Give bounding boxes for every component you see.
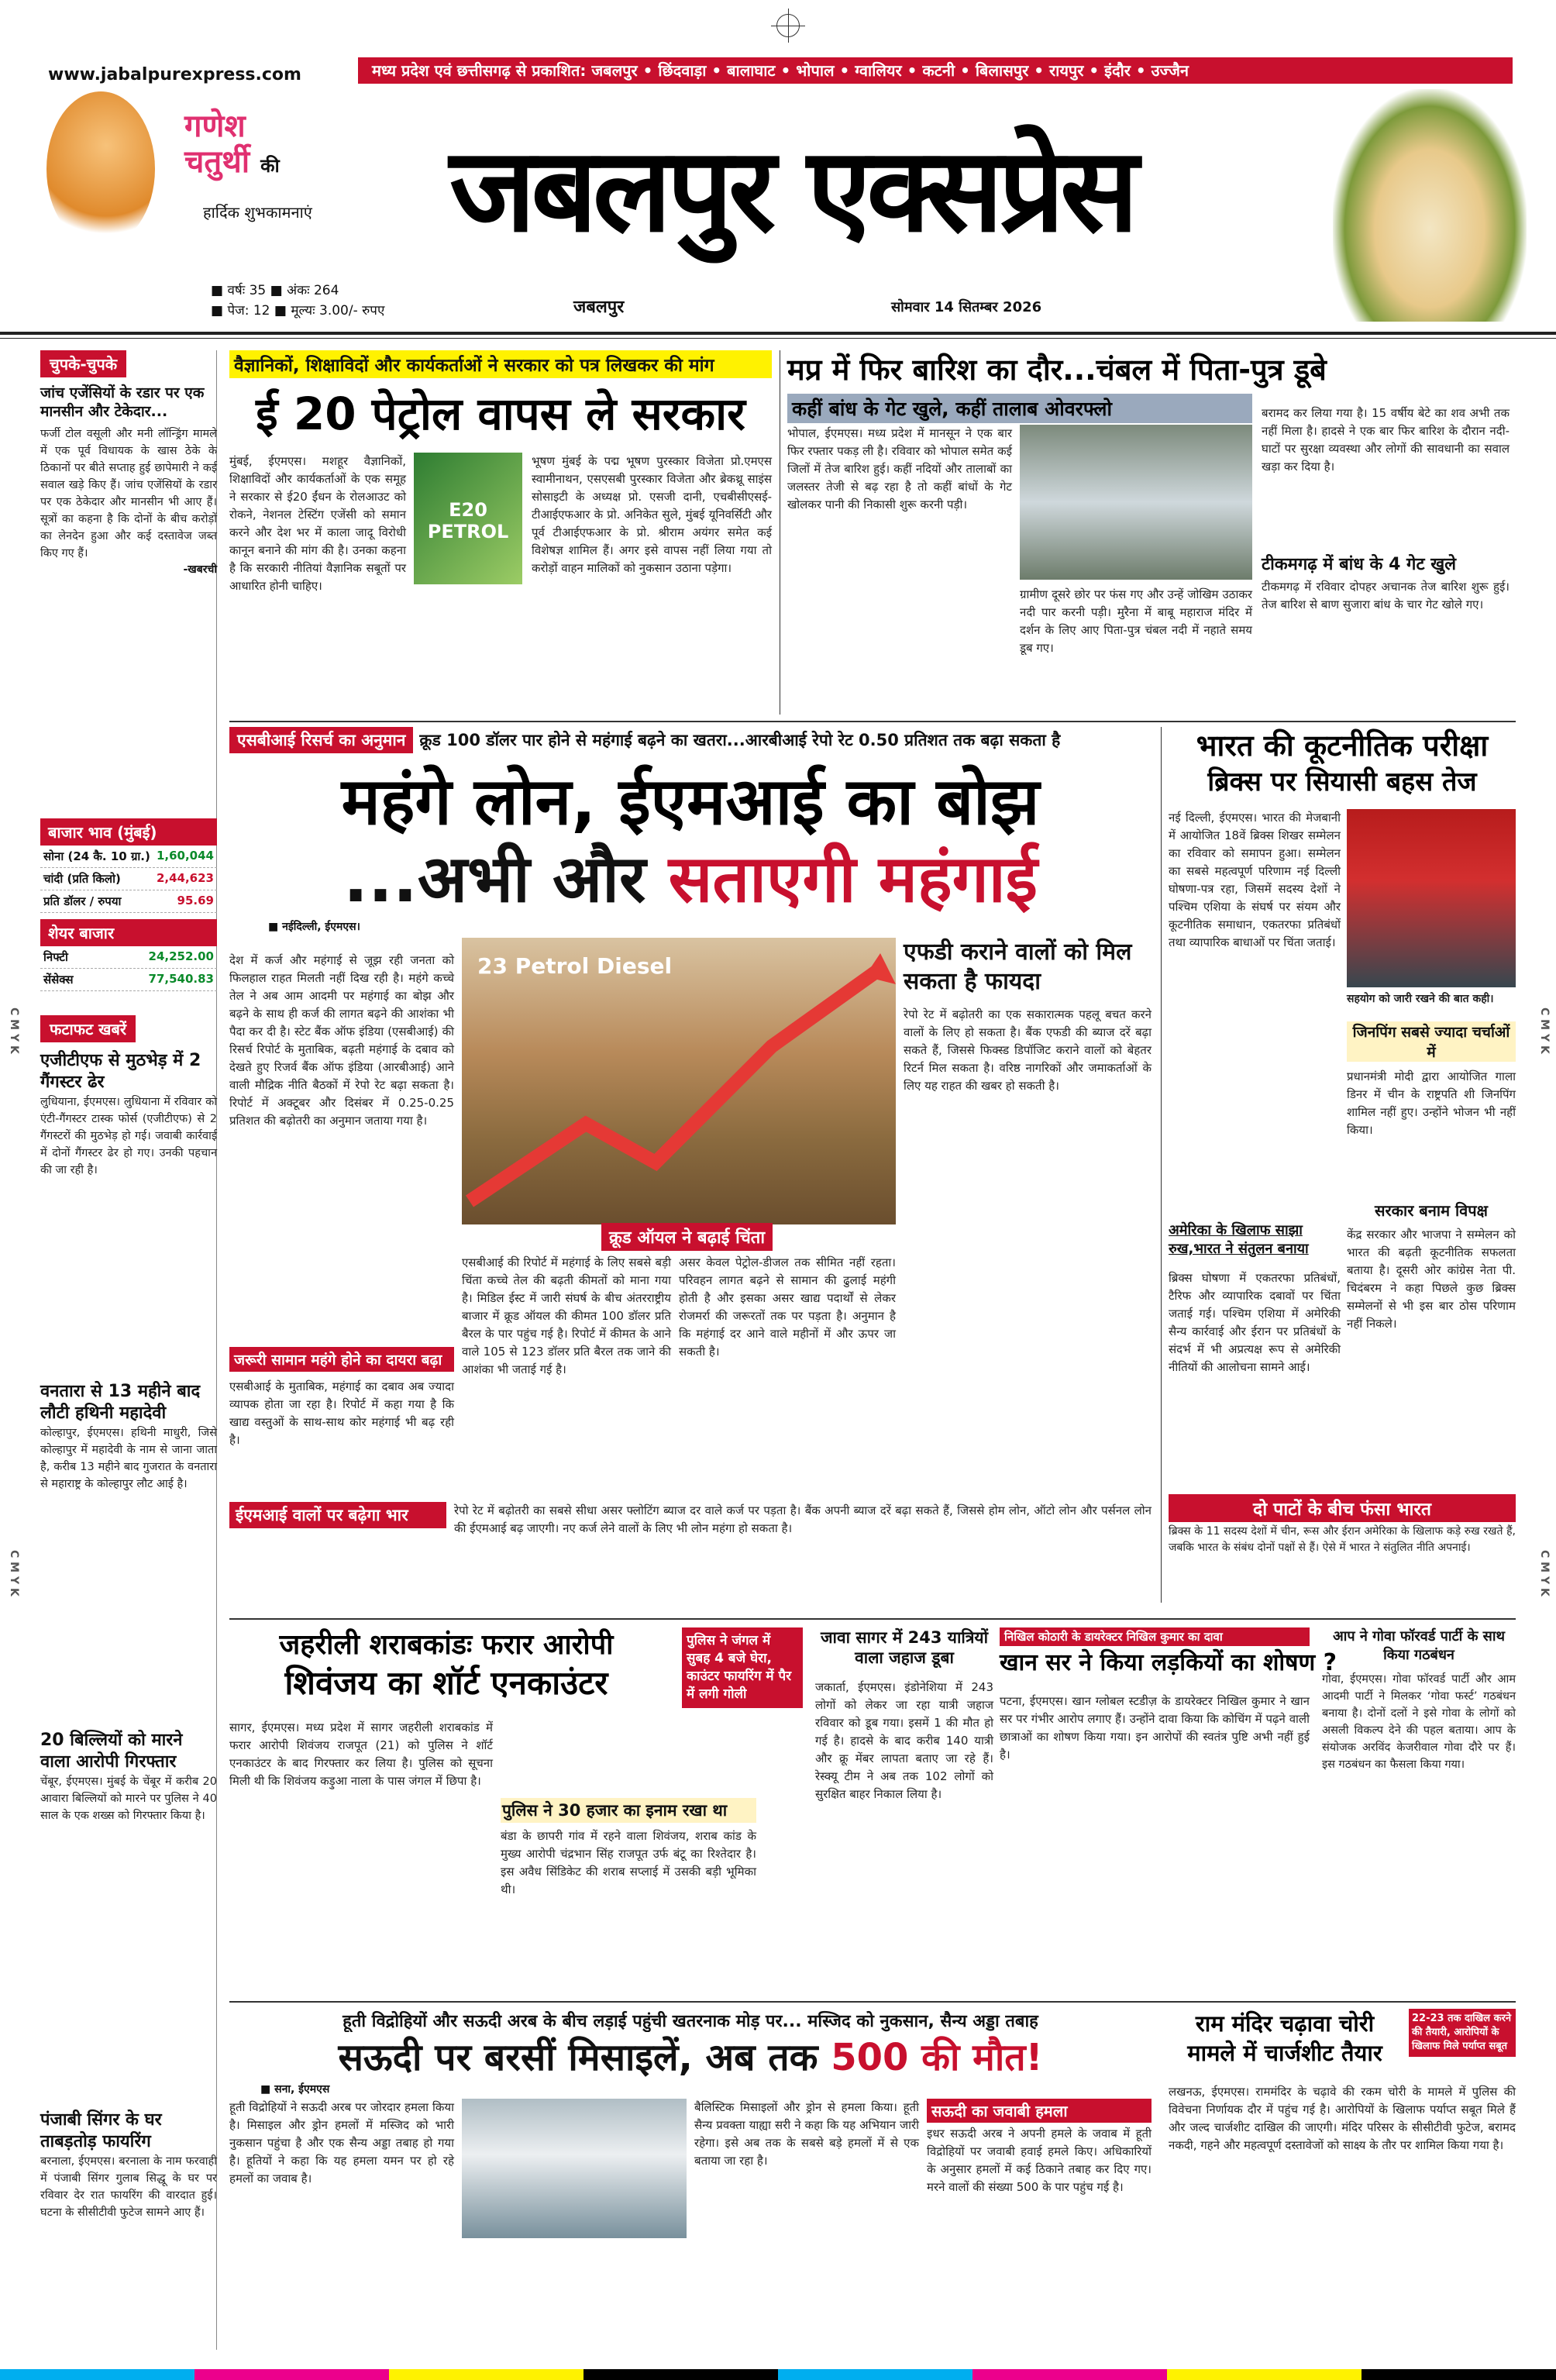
article-col: बरामद कर लिया गया है। 15 वर्षीय बेटे का शव अभी तक नहीं मिला है। हादसे ने एक बार फिर बारिश के दौरान नदी-घाटों पर सुरक्षा व्यवस्था और लोगों की सावधानी का सवाल खड़ा कर दिया है। — [1262, 406, 1510, 474]
subhead: टीकमगढ़ में बांध के 4 गेट खुले — [1262, 555, 1457, 574]
subhead: पुलिस ने 30 हजार का इनाम रखा था — [501, 1798, 756, 1823]
headline[interactable]: आप ने गोवा फॉरवर्ड पार्टी के साथ किया गठबंधन — [1333, 1628, 1505, 1663]
kicker: वैज्ञानिकों, शिक्षाविदों और कार्यकर्ताओं ने सरकार को पत्र लिखकर की मांग — [229, 350, 772, 378]
article-col: देश में कर्ज और महंगाई से जूझ रही जनता को फिलहाल राहत मिलती नहीं दिख रही है। महंगे कच्चे तेल ने अब आम आदमी पर महंगाई का बोझ और बढ़ने के साथ ही कर्ज की लागत बढ़ने की आशंका भी पैदा कर दी है। स्टेट बैंक ऑफ इंडिया (एसबीआई) की रिसर्च रिपोर्ट के मुताबिक, बढ़ती महंगाई के दबाव को देखते हुए रिजर्व बैंक ऑफ इंडिया (आरबीआई) आने वाली मौद्रिक नीति बैठकों में रेपो रेट बढ़ा सकता है। रिपोर्ट में अक्टूबर और दिसंबर में 0.25-0.25 प्रतिशत की बढ़ोतरी का अनुमान जताया गया है। — [229, 953, 454, 1128]
market-row: प्रति डॉलर / रुपया 95.69 — [40, 890, 217, 913]
article-body: बरनाला, ईएमएस। बरनाला के नाम फरवाही में पंजाबी सिंगर गुलाब सिद्धू के घर पर रविवार देर रात फायरिंग की वारदात हुई। घटना के सीसीटीवी फुटेज सामने आए हैं। — [40, 2155, 217, 2219]
edition-date: सोमवार 14 सितम्बर 2026 — [891, 299, 1042, 315]
dateline: ■ नईदिल्ली, ईएमएस। — [268, 921, 360, 933]
side-tag: 22-23 तक दाखिल करने की तैयारी, आरोपियों के खिलाफ मिले पर्याप्त सबूत — [1409, 2009, 1516, 2057]
fatafat-section — [40, 1015, 217, 1179]
khan-sir-story — [1000, 1627, 1337, 1999]
headline[interactable]: 20 बिल्लियों को मारने वाला आरोपी गिरफ्तार — [40, 1731, 183, 1772]
festival-wish: गणेश चतुर्थी की — [184, 108, 280, 180]
article-col: इधर सऊदी अरब ने अपनी हमले के जवाब में हूती विद्रोहियों पर जवाबी हवाई हमले किए। अधिकारियों के अनुसार हमलों में कई ठिकाने तबाह कर दिए गए। मरने वालों की संख्या 500 के पार पहुंच गई है। — [927, 2127, 1152, 2194]
registration-mark-icon — [776, 14, 800, 37]
article-body: फर्जी टोल वसूली और मनी लॉन्ड्रिंग मामले में एक पूर्व विधायक के खास ठेके के ठिकानों पर बीते सप्ताह हुई छापेमारी ने कई सवाल खड़े किए हैं। जांच एजेंसियों के रडार पर एक ठेकेदार और मानसीन भी आए हैं। सूत्रों का कहना है कि दोनों के बीच करोड़ों का लेनदेन हुआ और कई दस्तावेज जब्त किए गए हैं। — [40, 428, 217, 560]
byline: -खबरची — [183, 563, 217, 576]
market-box — [40, 818, 217, 991]
market-row: चांदी (प्रति किलो) 2,44,623 — [40, 868, 217, 890]
dateline: ■ सना, ईएमएस — [260, 2083, 330, 2096]
headline[interactable]: पंजाबी सिंगर के घर ताबड़तोड़ फायरिंग — [40, 2110, 162, 2151]
news-item — [40, 2110, 217, 2221]
news-item — [40, 1381, 217, 1493]
article-body: कोल्हापुर, ईएमएस। हथिनी माधुरी, जिसे कोल्हापुर में महादेवी के नाम से जाना जाता है, करीब 13 महीने बाद गुजरात के वनतारा से महाराष्ट्र के कोल्हापुर लौट आई है। — [40, 1427, 217, 1490]
rising-arrow-icon — [462, 938, 896, 1224]
subhead: ईएमआई वालों पर बढ़ेगा भार — [229, 1502, 446, 1528]
share-row: निफ्टी 24,252.00 — [40, 946, 217, 969]
goa-alliance-story — [1322, 1627, 1516, 1999]
article-col: जकार्ता, ईएमएस। इंडोनेशिया में 243 लोगों को लेकर जा रहा यात्री जहाज रविवार को डूब गया। इसमें 1 की मौत हो गई है। हादसे के बाद करीब 140 यात्री और क्रू मेंबर लापता बताए जा रहे हैं। रेस्क्यू टीम ने अब तक 102 लोगों को सुरक्षित बाहर निकाल लिया है। — [815, 1680, 993, 1801]
editions-strip: मध्य प्रदेश एवं छत्तीसगढ़ से प्रकाशित: जबलपुर • छिंदवाड़ा • बालाघाट • भोपाल • ग्वालियर • कटनी • बिलासपुर • रायपुर • इंदौर • उज्जैन — [358, 57, 1513, 84]
article-col: मुंबई, ईएमएस। मशहूर वैज्ञानिकों, शिक्षाविदों और कार्यकर्ताओं के एक समूह ने सरकार से ई20 ईंधन के रोलआउट को रोकने, नेशनल टेस्टिंग एजेंसी को समान करने और देश भर में काला जादू विरोधी कानून बनाने की मांग की है। उनका कहना है कि सरकारी नीतियां वैज्ञानिक सबूतों पर आधारित होनी चाहिए। — [229, 454, 406, 593]
headline[interactable]: मप्र में फिर बारिश का दौर...चंबल में पिता-पुत्र डूबे — [787, 353, 1327, 387]
article-col: लखनऊ, ईएमएस। राममंदिर के चढ़ावे की रकम चोरी के मामले में पुलिस की विवेचना निर्णायक दौर में पहुंच गई है। आरोपियों के खिलाफ पर्याप्त सबूत मिले हैं और जल्द चार्जशीट दाखिल की जाएगी। मंदिर परिसर के सीसीटीवी फुटेज, बरामद नकदी, गहने और महत्वपूर्ण दस्तावेजों को साक्ष्य के तौर पर शामिल किया गया है। — [1169, 2085, 1516, 2152]
article-col: ब्रिक्स घोषणा में एकतरफा प्रतिबंधों, टैरिफ और व्यापारिक दबावों पर चिंता जताई गई। पश्चिम एशिया में अमेरिकी सैन्य कार्रवाई और ईरान पर प्रतिबंधों के संदर्भ में भी अप्रत्यक्ष रूप से अमेरिकी नीतियों की आलोचना सामने आई। — [1169, 1271, 1341, 1374]
market-heading: बाजार भाव (मुंबई) — [40, 818, 217, 846]
dam-gates-photo — [1020, 425, 1252, 580]
article-body: चेंबूर, ईएमएस। मुंबई के चेंबूर में करीब 20 आवारा बिल्लियों को मारने पर पुलिस ने 40 साल के एक शख्स को गिरफ्तार किया है। — [40, 1776, 217, 1822]
headline[interactable]: जावा सागर में 243 यात्रियों वाला जहाज डूबा — [820, 1628, 989, 1667]
subhead: सरकार बनाम विपक्ष — [1374, 1201, 1488, 1220]
cmyk-marker: C M Y K — [1538, 1007, 1551, 1054]
section-tag: एसबीआई रिसर्च का अनुमान — [229, 727, 413, 753]
article-col: नई दिल्ली, ईएमएस। भारत की मेजबानी में आयोजित 18वें ब्रिक्स शिखर सम्मेलन का रविवार को समापन हुआ। सम्मेलन का सबसे महत्वपूर्ण परिणाम नई दिल्ली घोषणा-पत्र रहा, जिसमें सदस्य देशों ने पश्चिम एशिया के संघर्ष पर संयम और कूटनीतिक समाधान, एकतरफा प्रतिबंधों तथा व्यापारिक बाधाओं पर चिंता जताई। — [1169, 811, 1341, 949]
article-body: लुधियाना, ईएमएस। लुधियाना में रविवार को एंटी-गैंगस्टर टास्क फोर्स (एजीटीएफ) से 2 गैंगस्टरों की मुठभेड़ हो गई। जवाबी कार्रवाई में दोनों गैंगस्टर ढेर हो गए। उनकी पहचान की जा रही है। — [40, 1096, 217, 1176]
headline-line2[interactable]: ब्रिक्स पर सियासी बहस तेज — [1207, 766, 1477, 797]
ship-story — [815, 1627, 993, 1999]
article-col: ग्रामीण दूसरे छोर पर फंस गए और उन्हें जोखिम उठाकर नदी पार करनी पड़ी। मुरैना में बाबू महाराज मंदिर में दर्शन के लिए आए पिता-पुत्र चंबल नदी में नहाते समय डूब गए। — [1020, 587, 1252, 655]
subhead: जरूरी सामान महंगे होने का दायरा बढ़ा — [229, 1347, 454, 1372]
masthead-divider — [0, 332, 1556, 335]
box-heading: दो पाटों के बीच फंसा भारत — [1169, 1494, 1516, 1522]
headline[interactable]: महंगे लोन, ईएमआई का बोझ — [341, 763, 1040, 839]
headline-line2[interactable]: शिवंजय का शॉर्ट एनकाउंटर — [284, 1664, 608, 1702]
rain-story — [787, 350, 1516, 722]
news-item — [40, 1730, 217, 1824]
cmyk-marker: C M Y K — [8, 1007, 20, 1054]
cmyk-marker: C M Y K — [8, 1550, 20, 1596]
kicker: निखिल कोठारी के डायरेक्टर निखिल कुमार का दावा — [1000, 1627, 1310, 1646]
article-col: एसबीआई की रिपोर्ट में महंगाई के लिए सबसे बड़ी चिंता कच्चे तेल की बढ़ती कीमतों को माना गया है। मिडिल ईस्ट में जारी संघर्ष के बीच अंतरराष्ट्रीय बाजार में क्रूड ऑयल की कीमत 100 डॉलर प्रति बैरल के पार पहुंच गई है। रिपोर्ट में कीमत के आने वाले 105 से 123 डॉलर प्रति बैरल तक जाने की आशंका भी जताई गई है। — [462, 1255, 671, 1376]
leaders-photo — [1347, 809, 1516, 987]
headline[interactable]: एजीटीएफ से मुठभेड़ में 2 गैंगस्टर ढेर — [40, 1051, 201, 1092]
missile-strike-photo — [462, 2099, 687, 2238]
inflation-photo: 23 Petrol Diesel — [462, 938, 896, 1224]
headline[interactable]: राम मंदिर चढ़ावा चोरी — [1195, 2010, 1375, 2037]
ganesh-image — [46, 91, 155, 246]
article-col: सागर, ईएमएस। मध्य प्रदेश में सागर जहरीली शराबकांड में फरार आरोपी शिवंजय राजपूत (21) को पुलिस ने शॉर्ट एनकाउंटर के बाद गिरफ्तार कर लिया है। पुलिस को सूचना मिली थी कि शिवंजय कड़ुआ नाला के पास जंगल में छिपा है। — [229, 1720, 493, 1788]
article-col: बंडा के छापरी गांव में रहने वाला शिवंजय, शराब कांड के मुख्य आरोपी चंद्रभान सिंह राजपूत उर्फ बंटू का रिश्तेदार है। इस अवैध सिंडिकेट की शराब सप्लाई में उसकी बड़ी भूमिका थी। — [501, 1829, 756, 1896]
section-tag: चुपके-चुपके — [40, 350, 126, 377]
liquor-encounter-story — [229, 1627, 792, 1999]
article-col: केंद्र सरकार और भाजपा ने सम्मेलन को भारत की बढ़ती कूटनीतिक सफलता बताया है। दूसरी ओर कांग्रेस नेता पी. चिदंबरम ने कहा पिछले कुछ ब्रिक्स सम्मेलनों से भी इस बार ठोस परिणाम नहीं निकले। — [1347, 1228, 1516, 1331]
modak-sweets-image — [1333, 89, 1527, 322]
headline-line2[interactable]: ...अभी और सताएगी महंगाई — [343, 841, 1038, 917]
subhead: अमेरिका के खिलाफ साझा रुख,भारत ने संतुलन बनाया — [1169, 1222, 1309, 1257]
subhead: सऊदी का जवाबी हमला — [927, 2099, 1152, 2123]
headline[interactable]: भारत की कूटनीतिक परीक्षा — [1196, 728, 1489, 763]
headline[interactable]: ई 20 पेट्रोल वापस ले सरकार — [256, 387, 745, 440]
e20-story — [229, 350, 772, 722]
article-col: भूषण मुंबई के पद्म भूषण पुरस्कार विजेता प्रो.एमएस स्वामीनाथन, एसएसबी पुरस्कार विजेता और ब्रेकथ्रू साइंस सोसाइटी के अध्यक्ष प्रो. एसजी दानी, एचबीसीएसई-टीआईएफआर के प्रो. अनिकेत सुले, मुंबई यूनिवर्सिटी और पूर्व टीआईएफआर के प्रो. श्रीराम अयंगर समेत कई विशेषज्ञ शामिल हैं। अगर इसे वापस नहीं लिया गया तो करोड़ों वाहन मालिकों को नुकसान उठाना पड़ेगा। — [532, 454, 772, 575]
photo-caption: सहयोग को जारी रखने की बात कही। — [1347, 993, 1494, 1005]
saudi-story — [229, 2009, 1152, 2350]
subhead[interactable]: एफडी कराने वालों को मिल सकता है फायदा — [904, 939, 1132, 995]
article-col: भोपाल, ईएमएस। मध्य प्रदेश में मानसून ने एक बार फिर रफ्तार पकड़ ली है। रविवार को भोपाल समेत कई जिलों में तेज बारिश हुई। कहीं नदियों और तालाबों का जलस्तर तेजी से बढ़ रहा है तो कहीं बांधों के गेट खोलकर पानी की निकासी शुरू करनी पड़ी। — [787, 426, 1012, 511]
headline[interactable]: वनतारा से 13 महीने बाद लौटी हथिनी महादेवी — [40, 1382, 201, 1423]
lead-story — [229, 727, 1152, 1618]
subhead: जिनपिंग सबसे ज्यादा चर्चाओं में — [1347, 1021, 1516, 1062]
article-col: रेपो रेट में बढ़ोतरी का सबसे सीधा असर फ्लोटिंग ब्याज दर वाले कर्ज पर पड़ता है। बैंक अपनी ब्याज दरें बढ़ा सकते हैं, जिससे होम लोन, ऑटो लोन और पर्सनल लोन की ईएमआई बढ़ जाएगी। नए कर्ज लेने वालों के लिए भी लोन महंगा हो सकता है। — [454, 1503, 1152, 1535]
share-row: सेंसेक्स 77,540.83 — [40, 969, 217, 991]
festival-wish-sub: हार्दिक शुभकामनाएं — [203, 203, 312, 222]
article-col: टीकमगढ़ में रविवार दोपहर अचानक तेज बारिश शुरू हुई। तेज बारिश से बाण सुजारा बांध के चार गेट खोले गए। — [1262, 580, 1510, 611]
newspaper-title: जबलपुर एक्सप्रेस — [449, 122, 1134, 258]
side-tag: पुलिस ने जंगल में सुबह 4 बजे घेरा, काउंटर फायरिंग में पैर में लगी गोली — [682, 1627, 803, 1708]
article-col: ब्रिक्स के 11 सदस्य देशों में चीन, रूस और ईरान अमेरिका के खिलाफ कड़े रुख रखते हैं, जबकि भारत के संबंध दोनों पक्षों से हैं। ऐसे में भारत ने संतुलित नीति अपनाई। — [1169, 1525, 1516, 1554]
headline[interactable]: जांच एजेंसियों के रडार पर एक मानसीन और टेकेदार... — [40, 384, 205, 420]
fuel-nozzle-photo: E20 PETROL — [414, 453, 522, 584]
strapline: क्रूड 100 डॉलर पार होने से महंगाई बढ़ने का खतरा...आरबीआई रेपो रेट 0.50 प्रतिशत तक बढ़ा सकता है — [419, 731, 1061, 749]
color-calibration-bar — [0, 2369, 1556, 2380]
website-url[interactable]: www.jabalpurexpress.com — [48, 65, 301, 84]
article-col: हूती विद्रोहियों ने सऊदी अरब पर जोरदार हमला किया है। मिसाइल और ड्रोन हमलों में मस्जिद को भारी नुकसान पहुंचा है और एक सैन्य अड्डा तबाह हो गया है। हूतियों ने कहा कि यह हमला यमन पर हो रहे हमलों का जवाब है। — [229, 2100, 454, 2185]
article-col: एसबीआई के मुताबिक, महंगाई का दबाव अब ज्यादा व्यापक होता जा रहा है। रिपोर्ट में कहा गया है कि खाद्य वस्तुओं के साथ-साथ कोर महंगाई भी बढ़ रही है। — [229, 1379, 454, 1447]
article-col: गोवा, ईएमएस। गोवा फॉरवर्ड पार्टी और आम आदमी पार्टी ने मिलकर ‘गोवा फर्स्ट’ गठबंधन बनाया है। दोनों दलों ने इसे गोवा के लोगों को असली विकल्प देने की पहल बताया। आप के संयोजक अरविंद केजरीवाल गोवा दौरे पर हैं। इस गठबंधन का फैसला किया गया। — [1322, 1673, 1516, 1771]
strapline: हूती विद्रोहियों और सऊदी अरब के बीच लड़ाई पहुंची खतरनाक मोड़ पर... मस्जिद को नुकसान, सैन्य अड्डा तबाह — [343, 2012, 1038, 2031]
cmyk-marker: C M Y K — [1538, 1550, 1551, 1596]
headline[interactable]: जहरीली शराबकांडः फरार आरोपी — [279, 1629, 614, 1661]
subhead: कहीं बांध के गेट खुले, कहीं तालाब ओवरफ्लो — [787, 394, 1252, 423]
chupke-section — [40, 350, 217, 577]
article-col: पटना, ईएमएस। खान ग्लोबल स्टडीज़ के डायरेक्टर निखिल कुमार ने खान सर पर गंभीर आरोप लगाए हैं। उन्होंने दावा किया कि कोचिंग में पढ़ने वाली छात्राओं का शोषण किया गया। इन आरोपों की स्वतंत्र पुष्टि अभी नहीं हुई है। — [1000, 1694, 1310, 1762]
market-row: सोना (24 कै. 10 ग्रा.) 1,60,044 — [40, 846, 217, 868]
subhead: क्रूड ऑयल ने बढ़ाई चिंता — [601, 1223, 773, 1251]
section-tag: फटाफट खबरें — [40, 1015, 136, 1042]
article-col: असर केवल पेट्रोल-डीजल तक सीमित नहीं रहता। परिवहन लागत बढ़ने से सामान की ढुलाई महंगी होती है और इसका असर खाद्य पदार्थों से लेकर रोजमर्रा की जरूरतों तक पर पड़ता है। अनुमान है कि महंगाई दर आने वाले महीनों में और ऊपर जा सकती है। — [679, 1255, 896, 1359]
headline[interactable]: खान सर ने किया लड़कियों का शोषण ? — [1000, 1649, 1337, 1676]
article-col: प्रधानमंत्री मोदी द्वारा आयोजित गाला डिनर में चीन के राष्ट्रपति शी जिनपिंग शामिल नहीं हुए। उन्होंने भोजन भी नहीं किया। — [1347, 1069, 1516, 1137]
share-heading: शेयर बाजार — [40, 919, 217, 946]
edition-city: जबलपुर — [573, 298, 625, 317]
brics-story — [1169, 727, 1516, 1610]
ram-mandir-story — [1169, 2009, 1516, 2350]
headline[interactable]: सऊदी पर बरसीं मिसाइलें, अब तक 500 की मौत! — [338, 2036, 1043, 2079]
left-column — [40, 350, 217, 2350]
article-col: रेपो रेट में बढ़ोतरी का एक सकारात्मक पहलू बचत करने वालों के लिए हो सकता है। बैंक एफडी की ब्याज दरें बढ़ा सकते हैं, जिससे फिक्स्ड डिपॉजिट कराने वालों को बेहतर रिटर्न मिल सकता है। वरिष्ठ नागरिकों और जमाकर्ताओं के लिए यह राहत की खबर हो सकती है। — [904, 1007, 1152, 1093]
issue-meta: ■ वर्षः 35 ■ अंकः 264 ■ पेज: 12 ■ मूल्यः 3.00/- रुपए — [211, 283, 385, 319]
article-col: बैलिस्टिक मिसाइलों और ड्रोन से हमला किया। हूती सैन्य प्रवक्ता याह्या सरी ने कहा कि यह अभियान जारी रहेगा। इसे अब तक के सबसे बड़े हमलों में से एक बताया जा रहा है। — [694, 2100, 919, 2168]
headline-line2[interactable]: मामले में चार्जशीट तैयार — [1187, 2040, 1382, 2066]
